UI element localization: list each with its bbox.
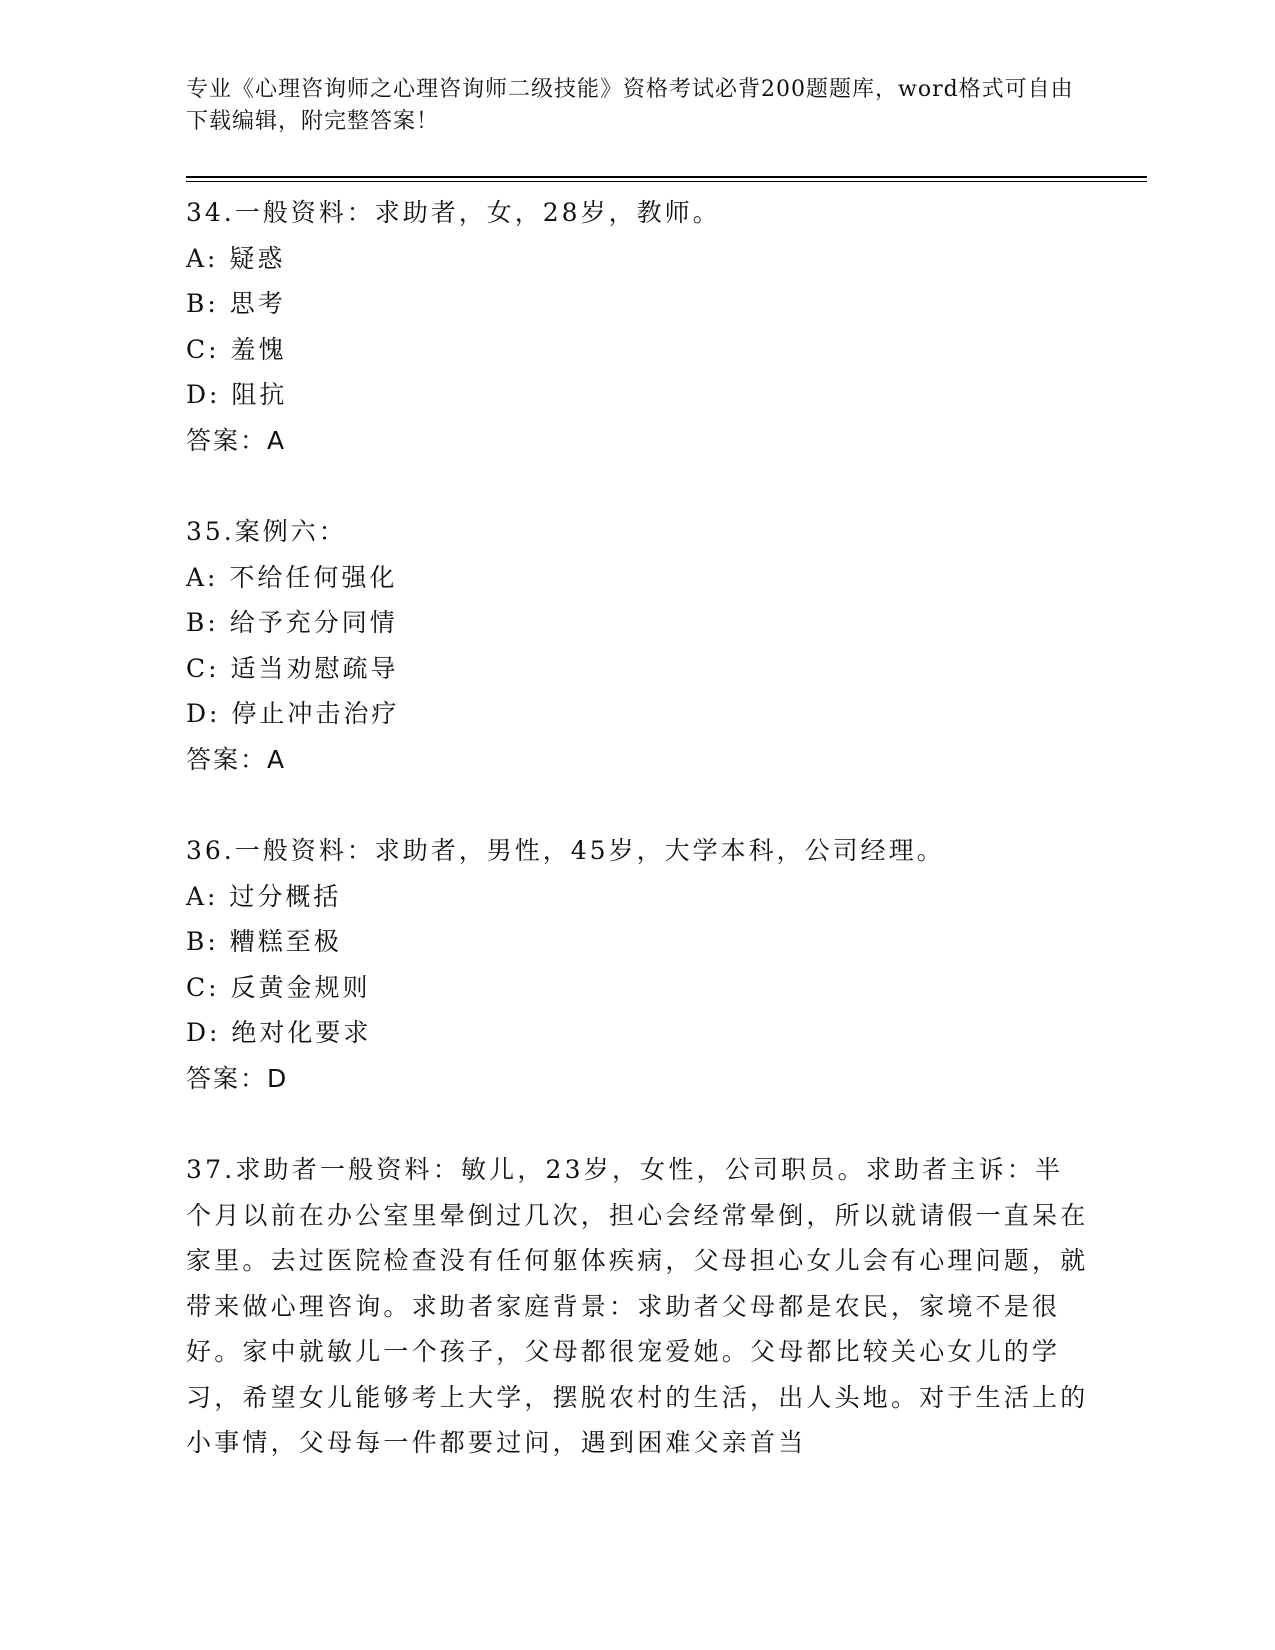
- option-a: A: 疑惑: [186, 243, 286, 273]
- option-d: D: 停止冲击治疗: [186, 699, 400, 728]
- question-35: [186, 509, 1091, 782]
- option-a: A: 不给任何强化: [186, 562, 398, 592]
- option-b: B: 糟糕至极: [186, 927, 342, 956]
- option-b: B: 思考: [186, 289, 286, 318]
- option-c: C: 羞愧: [186, 334, 287, 364]
- header-rule-thick: [186, 176, 1147, 178]
- question-36: [186, 828, 1091, 1101]
- question-stem: 34.一般资料：求助者，女，28岁，教师。: [186, 198, 721, 227]
- question-stem: 35.案例六：: [186, 517, 347, 546]
- option-d: D: 绝对化要求: [186, 1018, 372, 1047]
- question-34: [186, 190, 1091, 463]
- question-list: [186, 190, 1091, 1512]
- answer: 答案：A: [186, 744, 287, 774]
- answer: 答案：D: [186, 1063, 289, 1093]
- option-c: C: 适当劝慰疏导: [186, 653, 399, 683]
- header-rule-thin: [186, 181, 1147, 182]
- question-37: [186, 1147, 1091, 1466]
- option-c: C: 反黄金规则: [186, 972, 371, 1002]
- option-a: A: 过分概括: [186, 881, 342, 911]
- option-d: D: 阻抗: [186, 380, 288, 409]
- document-header: 专业《心理咨询师之心理咨询师二级技能》资格考试必背200题题库，word格式可自由下载编辑，附完整答案！: [186, 77, 1074, 134]
- answer: 答案：A: [186, 425, 287, 455]
- question-stem: 36.一般资料：求助者，男性，45岁，大学本科，公司经理。: [186, 836, 945, 865]
- option-b: B: 给予充分同情: [186, 608, 398, 637]
- question-stem: 37.求助者一般资料：敏儿，23岁，女性，公司职员。求助者主诉：半个月以前在办公室里晕倒过几次，担心会经常晕倒，所以就请假一直呆在家里。去过医院检查没有任何躯体疾病，父母担心女儿会有心理问题，就带来做心理咨询。求助者家庭背景：求助者父母都是农民，家境不是很好。家中就敏儿一个孩子，父母都很宠爱她。父母都比较关心女儿的学习，希望女儿能够考上大学，摆脱农村的生活，出人头地。对于生活上的小事情，父母每一件都要过问，遇到困难父亲首当: [186, 1155, 1089, 1457]
